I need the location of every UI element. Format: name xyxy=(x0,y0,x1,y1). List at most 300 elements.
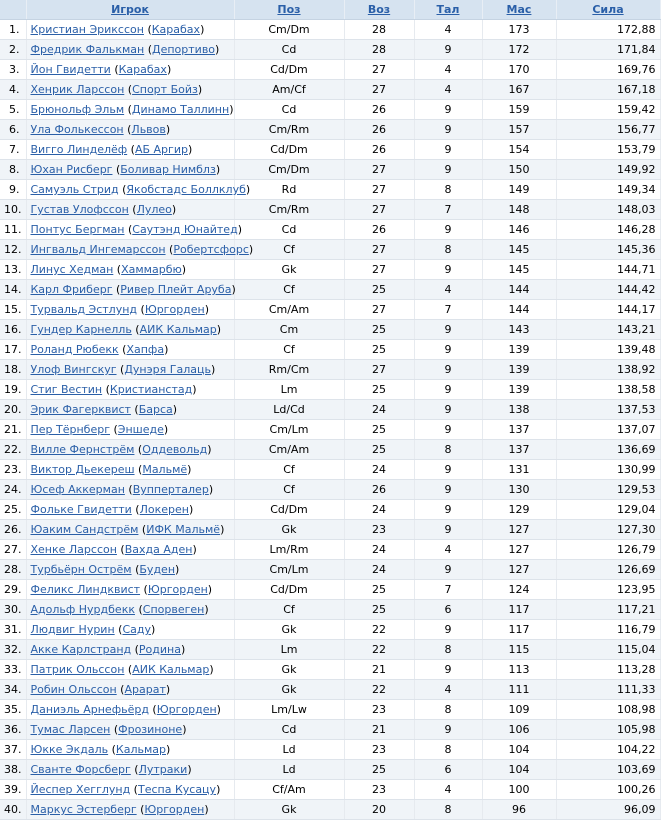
club-link[interactable]: Кальмар xyxy=(115,743,167,756)
age-cell: 26 xyxy=(344,220,414,240)
table-row xyxy=(0,320,660,340)
talent-cell: 6 xyxy=(414,600,482,620)
power-cell: 137,07 xyxy=(556,420,660,440)
club-open-paren: ( xyxy=(131,563,140,576)
position-cell: Cf xyxy=(234,600,344,620)
club-close-paren: ) xyxy=(165,683,171,696)
player-link[interactable]: Людвиг Нурин xyxy=(30,623,115,636)
player-link[interactable]: Фольке Гвидетти xyxy=(30,503,132,516)
header-position[interactable] xyxy=(234,0,344,20)
position-cell: Lm xyxy=(234,380,344,400)
player-link[interactable]: Маркус Эстерберг xyxy=(30,803,137,816)
talent-cell: 8 xyxy=(414,800,482,820)
talent-cell: 6 xyxy=(414,760,482,780)
club-link[interactable]: Юргорден xyxy=(144,303,205,316)
table-row xyxy=(0,260,660,280)
player-cell xyxy=(26,800,234,820)
position-cell: Cf xyxy=(234,480,344,500)
row-number: 15. xyxy=(0,300,26,320)
player-link[interactable]: Робин Ольссон xyxy=(30,683,117,696)
table-row xyxy=(0,300,660,320)
player-link[interactable]: Улоф Вингскуг xyxy=(30,363,117,376)
mastery-cell: 117 xyxy=(482,600,556,620)
position-cell: Cm/Am xyxy=(234,440,344,460)
club-link[interactable]: Якобстадс Боллклуб xyxy=(126,183,246,196)
talent-cell: 9 xyxy=(414,140,482,160)
age-cell: 26 xyxy=(344,120,414,140)
player-link[interactable]: Хенрик Ларссон xyxy=(30,83,125,96)
mastery-cell: 131 xyxy=(482,460,556,480)
row-number: 11. xyxy=(0,220,26,240)
age-cell: 22 xyxy=(344,640,414,660)
club-link[interactable]: Арарат xyxy=(124,683,166,696)
age-cell: 27 xyxy=(344,240,414,260)
row-number: 17. xyxy=(0,340,26,360)
club-link[interactable]: Карабах xyxy=(118,63,167,76)
club-open-paren: ( xyxy=(113,263,122,276)
player-link[interactable]: Ула Фолькессон xyxy=(30,123,124,136)
player-cell xyxy=(26,700,234,720)
club-open-paren: ( xyxy=(112,163,121,176)
talent-cell: 8 xyxy=(414,700,482,720)
club-link[interactable]: Кристианстад xyxy=(109,383,193,396)
header-age[interactable] xyxy=(344,0,414,20)
talent-cell: 9 xyxy=(414,520,482,540)
sort-age-link[interactable]: Воз xyxy=(367,3,391,16)
power-cell: 172,88 xyxy=(556,20,660,40)
player-link[interactable]: Йеспер Хегглунд xyxy=(30,783,131,796)
row-number: 35. xyxy=(0,700,26,720)
age-cell: 26 xyxy=(344,140,414,160)
position-cell: Cf xyxy=(234,460,344,480)
age-cell: 24 xyxy=(344,560,414,580)
club-close-paren: ) xyxy=(192,383,197,396)
row-number: 30. xyxy=(0,600,26,620)
table-row xyxy=(0,100,660,120)
club-link[interactable]: Родина xyxy=(138,643,181,656)
power-cell: 129,04 xyxy=(556,500,660,520)
position-cell: Cf xyxy=(234,280,344,300)
age-cell: 22 xyxy=(344,620,414,640)
talent-cell: 9 xyxy=(414,560,482,580)
power-cell: 127,30 xyxy=(556,520,660,540)
mastery-cell: 145 xyxy=(482,260,556,280)
player-link[interactable]: Патрик Ольссон xyxy=(30,663,125,676)
mastery-cell: 139 xyxy=(482,360,556,380)
club-link[interactable]: АИК Кальмар xyxy=(132,663,210,676)
mastery-cell: 113 xyxy=(482,660,556,680)
player-cell xyxy=(26,60,234,80)
player-link[interactable]: Стиг Вестин xyxy=(30,383,103,396)
table-row xyxy=(0,700,660,720)
club-open-paren: ( xyxy=(116,543,125,556)
club-close-paren: ) xyxy=(164,343,169,356)
player-link[interactable]: Акке Карлстранд xyxy=(30,643,132,656)
power-cell: 126,69 xyxy=(556,560,660,580)
position-cell: Lm/Lw xyxy=(234,700,344,720)
header-talent[interactable] xyxy=(414,0,482,20)
club-close-paren: ) xyxy=(197,83,203,96)
age-cell: 23 xyxy=(344,700,414,720)
position-cell: Cm/Rm xyxy=(234,120,344,140)
club-link[interactable]: Спорт Бойз xyxy=(132,83,198,96)
player-cell xyxy=(26,20,234,40)
position-cell: Cm/Lm xyxy=(234,420,344,440)
age-cell: 26 xyxy=(344,100,414,120)
club-open-paren: ( xyxy=(134,443,143,456)
player-cell xyxy=(26,140,234,160)
club-link[interactable]: Саутэнд Юнайтед xyxy=(132,223,238,236)
talent-cell: 8 xyxy=(414,240,482,260)
row-number: 4. xyxy=(0,80,26,100)
table-row xyxy=(0,780,660,800)
club-open-paren: ( xyxy=(148,703,157,716)
row-number: 1. xyxy=(0,20,26,40)
club-close-paren: ) xyxy=(207,443,212,456)
club-link[interactable]: Вупперталер xyxy=(132,483,209,496)
club-close-paren: ) xyxy=(172,403,178,416)
age-cell: 28 xyxy=(344,20,414,40)
mastery-cell: 173 xyxy=(482,20,556,40)
position-cell: Ld xyxy=(234,760,344,780)
club-link[interactable]: Дунэря Галаць xyxy=(124,363,211,376)
row-number: 19. xyxy=(0,380,26,400)
power-cell: 115,04 xyxy=(556,640,660,660)
row-number: 13. xyxy=(0,260,26,280)
age-cell: 25 xyxy=(344,380,414,400)
player-cell xyxy=(26,600,234,620)
club-link[interactable]: АБ Аргир xyxy=(134,143,188,156)
club-close-paren: ) xyxy=(182,723,187,736)
header-power[interactable] xyxy=(556,0,660,20)
table-row xyxy=(0,240,660,260)
player-link[interactable]: Ингвальд Ингемарссон xyxy=(30,243,166,256)
row-number: 12. xyxy=(0,240,26,260)
player-link[interactable]: Юхан Рисберг xyxy=(30,163,113,176)
position-cell: Cd xyxy=(234,40,344,60)
mastery-cell: 150 xyxy=(482,160,556,180)
table-row xyxy=(0,60,660,80)
power-cell: 167,18 xyxy=(556,80,660,100)
player-link[interactable]: Вилле Фернстрём xyxy=(30,443,135,456)
player-link[interactable]: Густав Улофссон xyxy=(30,203,129,216)
player-link[interactable]: Фредрик Фалькман xyxy=(30,43,145,56)
club-open-paren: ( xyxy=(140,583,148,596)
player-link[interactable]: Кристиан Эрикссон xyxy=(30,23,144,36)
player-cell xyxy=(26,760,234,780)
player-link[interactable]: Карл Фриберг xyxy=(30,283,113,296)
power-cell: 156,77 xyxy=(556,120,660,140)
club-close-paren: ) xyxy=(181,263,187,276)
club-open-paren: ( xyxy=(131,323,140,336)
power-cell: 130,99 xyxy=(556,460,660,480)
mastery-cell: 130 xyxy=(482,480,556,500)
club-link[interactable]: Юргорден xyxy=(144,803,205,816)
row-number: 32. xyxy=(0,640,26,660)
row-number: 38. xyxy=(0,760,26,780)
position-cell: Cm/Lm xyxy=(234,560,344,580)
table-row xyxy=(0,20,660,40)
club-link[interactable]: АИК Кальмар xyxy=(139,323,217,336)
table-row xyxy=(0,460,660,480)
talent-cell: 8 xyxy=(414,440,482,460)
age-cell: 27 xyxy=(344,260,414,280)
club-close-paren: ) xyxy=(248,243,254,256)
power-cell: 144,71 xyxy=(556,260,660,280)
club-open-paren: ( xyxy=(123,123,132,136)
age-cell: 27 xyxy=(344,160,414,180)
table-row xyxy=(0,560,660,580)
club-link[interactable]: Динамо Таллинн xyxy=(131,103,230,116)
sort-position-link[interactable]: Поз xyxy=(277,3,301,16)
club-open-paren: ( xyxy=(138,523,147,536)
power-cell: 126,79 xyxy=(556,540,660,560)
mastery-cell: 172 xyxy=(482,40,556,60)
player-link[interactable]: Юкке Экдаль xyxy=(30,743,109,756)
mastery-cell: 137 xyxy=(482,420,556,440)
table-row xyxy=(0,360,660,380)
talent-cell: 8 xyxy=(414,740,482,760)
club-link[interactable]: Боливар Нимблз xyxy=(120,163,216,176)
table-row xyxy=(0,640,660,660)
player-cell xyxy=(26,420,234,440)
player-cell xyxy=(26,540,234,560)
table-row xyxy=(0,800,660,820)
club-link[interactable]: Фрозиноне xyxy=(118,723,183,736)
mastery-cell: 104 xyxy=(482,740,556,760)
club-close-paren: ) xyxy=(237,223,242,236)
position-cell: Ld/Cd xyxy=(234,400,344,420)
club-link[interactable]: Лулео xyxy=(136,203,172,216)
talent-cell: 7 xyxy=(414,580,482,600)
club-link[interactable]: Спорвеген xyxy=(142,603,205,616)
club-link[interactable]: Оддевольд xyxy=(142,443,208,456)
age-cell: 23 xyxy=(344,740,414,760)
talent-cell: 9 xyxy=(414,620,482,640)
sort-player-link[interactable]: Игрок xyxy=(111,3,149,16)
player-cell xyxy=(26,200,234,220)
club-open-paren: ( xyxy=(137,303,145,316)
club-open-paren: ( xyxy=(112,283,121,296)
player-link[interactable]: Йон Гвидетти xyxy=(30,63,111,76)
player-link[interactable]: Юсеф Аккерман xyxy=(30,483,125,496)
club-link[interactable]: Локерен xyxy=(139,503,189,516)
club-close-paren: ) xyxy=(204,803,209,816)
age-cell: 23 xyxy=(344,780,414,800)
sort-talent-link[interactable]: Тал xyxy=(436,3,460,16)
player-cell xyxy=(26,160,234,180)
mastery-cell: 138 xyxy=(482,400,556,420)
power-cell: 149,92 xyxy=(556,160,660,180)
mastery-cell: 106 xyxy=(482,720,556,740)
power-cell: 171,84 xyxy=(556,40,660,60)
club-link[interactable]: Ривер Плейт Аруба xyxy=(120,283,232,296)
sort-power-link[interactable]: Сила xyxy=(592,3,624,16)
club-link[interactable]: Хаммарбю xyxy=(121,263,182,276)
player-link[interactable]: Линус Хедман xyxy=(30,263,114,276)
position-cell: Cf/Am xyxy=(234,780,344,800)
club-close-paren: ) xyxy=(163,423,169,436)
player-link[interactable]: Вигго Линделёф xyxy=(30,143,128,156)
power-cell: 146,28 xyxy=(556,220,660,240)
player-link[interactable]: Феликс Линдквист xyxy=(30,583,141,596)
player-cell xyxy=(26,320,234,340)
talent-cell: 9 xyxy=(414,260,482,280)
player-cell xyxy=(26,80,234,100)
position-cell: Gk xyxy=(234,680,344,700)
mastery-cell: 146 xyxy=(482,220,556,240)
position-cell: Cd/Dm xyxy=(234,60,344,80)
club-link[interactable]: Мальмё xyxy=(142,463,188,476)
power-cell: 144,17 xyxy=(556,300,660,320)
row-number: 8. xyxy=(0,160,26,180)
age-cell: 25 xyxy=(344,320,414,340)
player-link[interactable]: Сванте Форсберг xyxy=(30,763,131,776)
player-link[interactable]: Турбьёрн Острём xyxy=(30,563,132,576)
sort-mastery-link[interactable]: Мас xyxy=(506,3,532,16)
club-open-paren: ( xyxy=(116,683,125,696)
club-open-paren: ( xyxy=(134,463,143,476)
club-close-paren: ) xyxy=(231,283,236,296)
player-cell xyxy=(26,620,234,640)
player-link[interactable]: Адольф Нурдбекк xyxy=(30,603,135,616)
age-cell: 25 xyxy=(344,760,414,780)
club-close-paren: ) xyxy=(210,363,216,376)
player-cell xyxy=(26,580,234,600)
club-close-paren: ) xyxy=(216,783,221,796)
player-link[interactable]: Брюнольф Эльм xyxy=(30,103,125,116)
age-cell: 25 xyxy=(344,580,414,600)
player-link[interactable]: Эрик Фагерквист xyxy=(30,403,131,416)
club-close-paren: ) xyxy=(220,523,225,536)
club-open-paren: ( xyxy=(144,43,152,56)
club-open-paren: ( xyxy=(124,223,133,236)
player-link[interactable]: Виктор Дьекереш xyxy=(30,463,135,476)
club-link[interactable]: Львов xyxy=(131,123,166,136)
club-close-paren: ) xyxy=(209,663,214,676)
mastery-cell: 115 xyxy=(482,640,556,660)
talent-cell: 9 xyxy=(414,380,482,400)
player-link[interactable]: Турвальд Эстлунд xyxy=(30,303,138,316)
player-cell xyxy=(26,240,254,260)
player-cell xyxy=(26,360,234,380)
table-row xyxy=(0,40,660,60)
mastery-cell: 167 xyxy=(482,80,556,100)
club-close-paren: ) xyxy=(188,503,194,516)
club-link[interactable]: Лутраки xyxy=(138,763,188,776)
row-number: 37. xyxy=(0,740,26,760)
club-link[interactable]: Саду xyxy=(122,623,151,636)
mastery-cell: 148 xyxy=(482,200,556,220)
club-close-paren: ) xyxy=(245,183,251,196)
club-close-paren: ) xyxy=(171,203,177,216)
table-row xyxy=(0,340,660,360)
mastery-cell: 144 xyxy=(482,280,556,300)
mastery-cell: 111 xyxy=(482,680,556,700)
player-link[interactable]: Даниэль Арнефьёрд xyxy=(30,703,149,716)
club-close-paren: ) xyxy=(166,743,171,756)
player-link[interactable]: Понтус Бергман xyxy=(30,223,125,236)
talent-cell: 7 xyxy=(414,300,482,320)
table-row xyxy=(0,720,660,740)
club-link[interactable]: Теспа Кусацу xyxy=(137,783,217,796)
club-link[interactable]: Юргорден xyxy=(156,703,217,716)
club-close-paren: ) xyxy=(192,543,197,556)
mastery-cell: 124 xyxy=(482,580,556,600)
row-number: 14. xyxy=(0,280,26,300)
row-number: 40. xyxy=(0,800,26,820)
club-link[interactable]: ИФК Мальмё xyxy=(146,523,221,536)
talent-cell: 9 xyxy=(414,400,482,420)
talent-cell: 9 xyxy=(414,340,482,360)
age-cell: 24 xyxy=(344,500,414,520)
power-cell: 105,98 xyxy=(556,720,660,740)
player-cell xyxy=(26,100,234,120)
header-player[interactable] xyxy=(26,0,234,20)
talent-cell: 9 xyxy=(414,220,482,240)
club-close-paren: ) xyxy=(216,703,221,716)
age-cell: 27 xyxy=(344,300,414,320)
club-close-paren: ) xyxy=(229,103,234,116)
club-link[interactable]: Депортиво xyxy=(152,43,216,56)
power-cell: 143,21 xyxy=(556,320,660,340)
header-mastery[interactable] xyxy=(482,0,556,20)
mastery-cell: 145 xyxy=(482,240,556,260)
club-open-paren: ( xyxy=(130,403,139,416)
club-link[interactable]: Робертсфорс xyxy=(173,243,249,256)
row-number: 5. xyxy=(0,100,26,120)
club-open-paren: ( xyxy=(131,643,139,656)
table-row xyxy=(0,420,660,440)
row-number: 27. xyxy=(0,540,26,560)
club-link[interactable]: Юргорден xyxy=(147,583,208,596)
table-row xyxy=(0,380,660,400)
talent-cell: 4 xyxy=(414,80,482,100)
row-number: 36. xyxy=(0,720,26,740)
player-link[interactable]: Пер Тёрнберг xyxy=(30,423,110,436)
player-link[interactable]: Тумас Ларсен xyxy=(30,723,111,736)
position-cell: Cd/Dm xyxy=(234,580,344,600)
club-link[interactable]: Буден xyxy=(139,563,176,576)
age-cell: 27 xyxy=(344,200,414,220)
player-link[interactable]: Хенке Ларссон xyxy=(30,543,117,556)
player-cell xyxy=(26,460,234,480)
club-link[interactable]: Барса xyxy=(138,403,173,416)
position-cell: Cm/Dm xyxy=(234,20,344,40)
table-row xyxy=(0,540,660,560)
club-link[interactable]: Хапфа xyxy=(126,343,165,356)
row-number: 18. xyxy=(0,360,26,380)
player-link[interactable]: Самуэль Стрид xyxy=(30,183,119,196)
row-number: 3. xyxy=(0,60,26,80)
club-open-paren: ( xyxy=(136,803,145,816)
club-link[interactable]: Карабах xyxy=(151,23,201,36)
position-cell: Cd xyxy=(234,720,344,740)
club-link[interactable]: Эншеде xyxy=(117,423,164,436)
player-cell xyxy=(26,300,234,320)
talent-cell: 9 xyxy=(414,420,482,440)
club-open-paren: ( xyxy=(134,603,143,616)
player-link[interactable]: Роланд Рюбекк xyxy=(30,343,119,356)
club-close-paren: ) xyxy=(207,583,213,596)
talent-cell: 9 xyxy=(414,460,482,480)
club-link[interactable]: Вахда Аден xyxy=(124,543,193,556)
player-link[interactable]: Юаким Сандстрём xyxy=(30,523,139,536)
club-close-paren: ) xyxy=(187,763,192,776)
player-cell xyxy=(26,40,234,60)
player-link[interactable]: Гундер Карнелль xyxy=(30,323,132,336)
age-cell: 25 xyxy=(344,340,414,360)
